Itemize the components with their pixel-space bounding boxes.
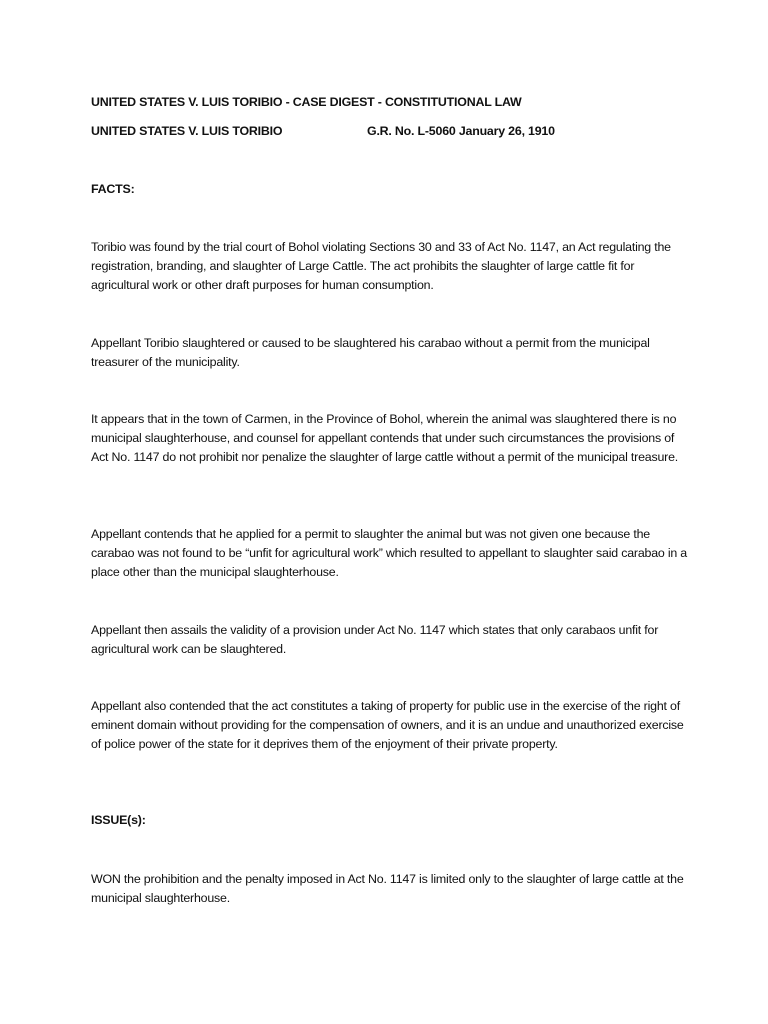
facts-paragraph: Appellant then assails the validity of a provision under Act No. 1147 which states that only carabaos unfit for agricultural work can be slaughtered.: [91, 623, 659, 656]
document-title: UNITED STATES V. LUIS TORIBIO - CASE DIGEST - CONSTITUTIONAL LAW: [91, 95, 522, 109]
issues-heading: ISSUE(s):: [91, 813, 146, 827]
facts-heading: FACTS:: [91, 182, 135, 196]
facts-paragraph: Appellant Toribio slaughtered or caused to be slaughtered his carabao without a permit from the municipal treasurer of the municipality.: [91, 336, 650, 369]
facts-paragraph: Appellant contends that he applied for a permit to slaughter the animal but was not given one because the carabao was not found to be “unfit for agricultural work” which resulted to appellant to slaughter said carabao in a place other than the municipal slaughterhouse.: [91, 527, 687, 579]
case-name: UNITED STATES V. LUIS TORIBIO: [91, 124, 283, 138]
case-number-date: G.R. No. L-5060 January 26, 1910: [367, 124, 555, 138]
facts-paragraph: Toribio was found by the trial court of Bohol violating Sections 30 and 33 of Act No. 1147, an Act regulating the registration, branding, and slaughter of Large Cattle. The act prohibits the slaughter of large cattle fit for agricultural work or other draft purposes for human consumption.: [91, 240, 671, 292]
facts-paragraph: It appears that in the town of Carmen, in the Province of Bohol, wherein the animal was slaughtered there is no municipal slaughterhouse, and counsel for appellant contends that under such circumstances the provisions of Act No. 1147 do not prohibit nor penalize the slaughter of large cattle without a permit of the municipal treasure.: [91, 412, 679, 464]
issue-paragraph: WON the prohibition and the penalty imposed in Act No. 1147 is limited only to the slaughter of large cattle at the municipal slaughterhouse.: [91, 872, 684, 905]
facts-paragraph: Appellant also contended that the act constitutes a taking of property for public use in the exercise of the right of eminent domain without providing for the compensation of owners, and it is an undue and unauthorized exercise of police power of the state for it deprives them of the enjoyment of their private property.: [91, 699, 684, 751]
